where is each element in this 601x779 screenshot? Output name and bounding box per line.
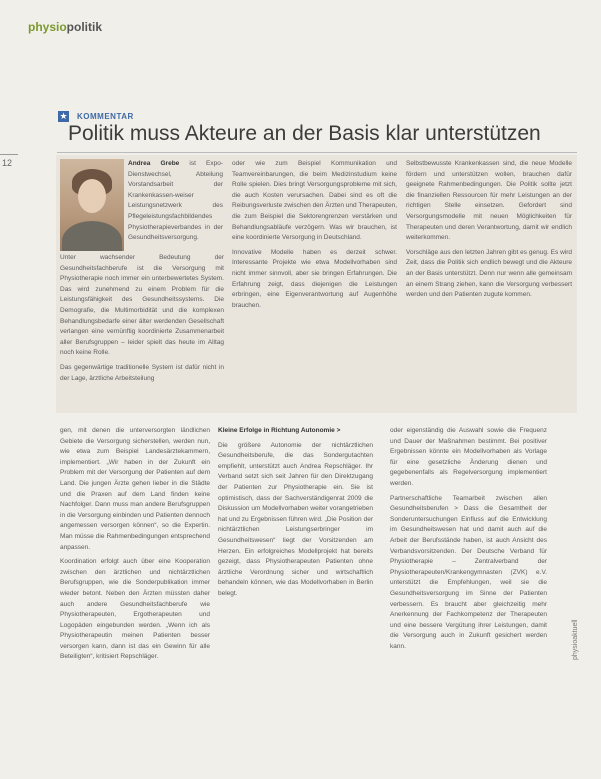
author-bio xyxy=(128,159,223,248)
paragraph: Die größere Autonomie der nichtärztlichen Gesundheitsberufe, die das Sondergutachten empfiehlt, unterstützt auch Andrea Repschläger. Ihr Verband setzt sich seit Jahren für den Direktzugang der Patienten zur Physiotherapie ein. Sie ist optimistisch, dass der Sachverständigenrat 2009 die Diskussion um Modellvorhaben weiter vorangetrieben hat und zu Ergebnissen führen wird. „Die Position der nichtärztlichen Leistungserbringer im Gesundheitswesen“ liegt der Vorsitzenden am Herzen. Ein erfolgreiches Modellprojekt hat bereits gezeigt, dass Physiotherapeuten Patienten ohne ärztliche Verordnung sicher und wirtschaftlich behandeln können, wie das Modellvorhaben in Berlin belegt. xyxy=(218,441,373,597)
kicker-label: KOMMENTAR xyxy=(77,112,134,121)
author-bio-text: ist Expo- Dienstwechsel, Abteilung Vorstandsarbeit der Krankenkassen-weiser Leistungsnetzwerk des Pflegeleistungsfachbildendes Physiotherapieverbandes in der Gesundheitsversorgung. xyxy=(128,160,223,242)
paragraph: oder eigenständig die Auswahl sowie die Frequenz und Dauer der Maßnahmen bestimmt. Bei positiver Ergebnissen könnte ein Modellvorhaben als Vorlage für eine gesetzliche Änderung dienen und gegebenenfalls als Regelversorgung implementiert werden. xyxy=(390,427,547,487)
body-column-1 xyxy=(60,426,210,667)
comment-column-3 xyxy=(406,159,572,305)
section-header-prefix: physio xyxy=(28,20,67,34)
paragraph: Innovative Modelle haben es derzeit schwer. Interessante Projekte wie etwa Modellvorhaben sind nicht immer sinnvoll, aber sie bringen Erfahrungen. Die Erfahrung zeigt, dass diejenigen die Leistungen erbringen, eine Eigenverantwortung auf Augenhöhe brauchen. xyxy=(232,248,397,309)
section-header-suffix: politik xyxy=(66,20,103,34)
paragraph: Partnerschaftliche Teamarbeit zwischen allen Gesundheitsberufen > Dass die Gesamtheit der Sonderuntersuchungen Einfluss auf die Entwicklung im Gesundheitswesen hat und damit auch auf die Arbeit der Berufsstände haben, ist auch Ansicht des Verbandsvorsitzenden. Der Deutsche Verband für Physiotherapie – Zentralverband der Physiotherapeuten/Krankengymnasten (ZVK) e.V. unterstützt die Empfehlungen, weil sie die Gesundheitsversorgung im Sinne der Patienten verbessern. Es braucht aber gleichzeitig mehr Anerkennung der Fachkompetenz der Therapeuten und eine bessere Vergütung ihrer Leistungen, damit die Versorgung auch in Zukunft gesichert werden kann. xyxy=(390,494,547,650)
paragraph: gen, mit denen die unterversorgten ländlichen Gebiete die Versorgung sicherstellen, werden nun, wie etwa zum Beispiel Landesärztekammern, implementiert. „Wir haben in der Zukunft ein Problem mit der Versorgung der Patienten auf dem Land. Die jungen Ärzte gehen lieber in die Städte und die Praxen auf dem Land finden keine Nachfolger. Dann muss man andere Berufsgruppen in die Versorgung einbinden und Patienten dennoch angemessen versorgen können“, so die Expertin. Man müsse die Rahmenbedingungen entsprechend anpassen. xyxy=(60,427,210,551)
kicker-row xyxy=(58,111,134,122)
paragraph: Vorschläge aus den letzten Jahren gibt es genug. Es wird Zeit, dass die Politik sich endlich bewegt und die Akteure an der Basis unterstützt. Denn nur wenn alle gemeinsam an einem Strang ziehen, kann die Versorgung verbessert werden und den Patienten zugute kommen. xyxy=(406,248,572,299)
body-column-2 xyxy=(218,426,373,604)
footer-ribbon: physioaktuell xyxy=(572,619,579,660)
comment-column-2 xyxy=(232,159,397,315)
title-divider xyxy=(57,152,577,153)
author-name: Andrea Grebe xyxy=(128,160,180,167)
paragraph: Unter wachsender Bedeutung der Gesundheitsfachberufe ist die Versorgung mit Physiotherapie noch immer ein unterbewertetes System. Das wird zunehmend zu einem Problem für die Leistungsfähigkeit des Gesundheitssystems. Die Demografie, die Multimorbidität und die komplexen Behandlungsbedarfe einer älter werdenden Gesellschaft verlangen eine vernünftig koordinierte Zusammenarbeit aller Berufsgruppen – leider spielt das heute im Alltag noch keine Rolle. xyxy=(60,254,224,357)
body-column-3 xyxy=(390,426,547,656)
author-photo xyxy=(60,159,124,251)
page-number-rule xyxy=(0,154,18,155)
comment-column-1 xyxy=(60,253,224,388)
paragraph: oder wie zum Beispiel Kommunikation und Teamvereinbarungen, die beim Medizinstudium keine Rolle spielen. Dies bringt Versorgungsprobleme mit sich, die auch Kosten verursachen. Dabei sind es oft die Reibungsverluste zwischen den Ärzten und Therapeuten, die zum Beispiel die Sektorengrenzen verstärken und Behandlungsabläufe verzögern. Was wir brauchen, ist eine koordinierte Versorgung in Deutschland. xyxy=(232,160,398,242)
article-title: Politik muss Akteure an der Basis klar unterstützen xyxy=(68,122,541,145)
star-icon: ★ xyxy=(59,111,68,121)
paragraph: Koordination erfolgt auch über eine Kooperation zwischen den ärztlichen und nichtärztlichen Berufsgruppen, wie die Sonderpublikation immer wieder betont. Neben den Ärzten müssten daher auch andere Gesundheitsfachberufe wie Physiotherapeuten, Ergotherapeuten und Logopäden eingebunden werden. „Wenn ich als Physiotherapeutin meinen Patienten besser versorgen kann, dann ist das ein Gewinn für alle Beteiligten“, kritisiert Repschläger. xyxy=(60,558,210,661)
paragraph: Selbstbewusste Krankenkassen sind, die neue Modelle fördern und unterstützen wollen, brauchen dafür geeignete Rahmenbedingungen. Die Politik sollte jetzt die finanziellen Ressourcen für mehr Leistungen an der richtigen Stelle einsetzen. Gefordert sind Versorgungsmodelle mit neuen Möglichkeiten für Therapeuten und deren Verantwortung, damit wir endlich weiterkommen. xyxy=(406,160,572,242)
page-number: 12 xyxy=(2,158,13,168)
body-subhead: Kleine Erfolge in Richtung Autonomie > xyxy=(218,427,341,434)
section-header xyxy=(28,20,102,34)
paragraph: Das gegenwärtige traditionelle System ist dafür nicht in der Lage, ärztliche Arbeitsteilung xyxy=(60,363,224,382)
